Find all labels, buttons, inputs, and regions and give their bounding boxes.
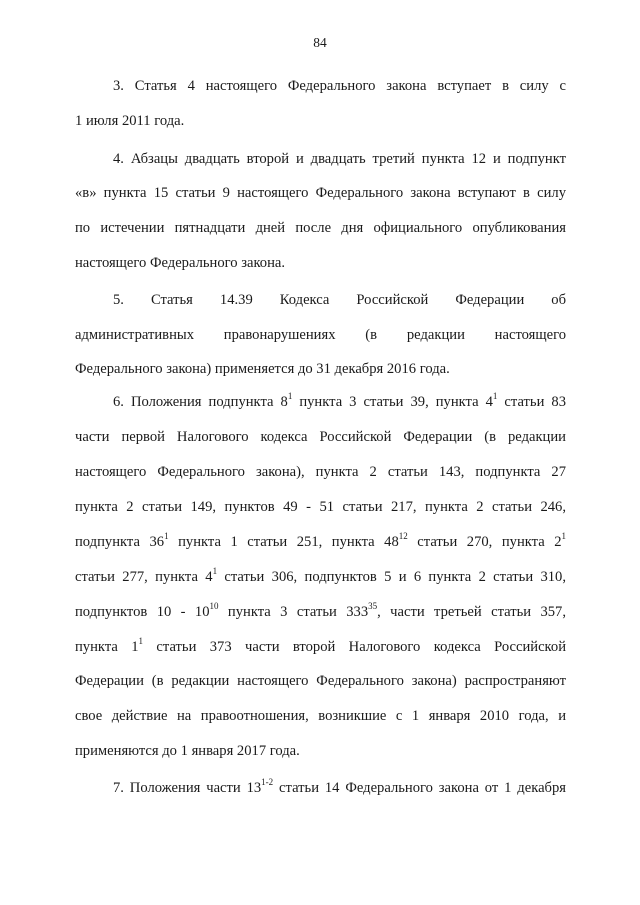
superscript: 10 bbox=[209, 601, 219, 612]
page-number: 84 bbox=[313, 35, 327, 50]
text-segment: пункта 3 статьи 39, пункта 4 bbox=[292, 394, 493, 410]
paragraph-2-line: 4. Абзацы двадцать второй и двадцать третий пункта 12 и подпункт bbox=[113, 151, 566, 167]
text-segment: пункта 1 статьи 251, пункта 48 bbox=[168, 534, 399, 550]
text-segment: статьи 277, пункта 4 bbox=[75, 569, 213, 585]
paragraph-4-line: Федерации (в редакции настоящего Федерального закона) распространяют bbox=[75, 673, 566, 689]
paragraph-1-line: 3. Статья 4 настоящего Федерального закона вступает в силу с bbox=[113, 78, 566, 94]
paragraph-4-line bbox=[113, 392, 566, 412]
paragraph-4-line: пункта 2 статьи 149, пунктов 49 - 51 статьи 217, пункта 2 статьи 246, bbox=[75, 499, 566, 515]
paragraph-4-line bbox=[75, 567, 566, 587]
paragraph-4-line: применяются до 1 января 2017 года. bbox=[75, 743, 300, 759]
text-segment: статьи 306, подпунктов 5 и 6 пункта 2 статьи 310, bbox=[217, 569, 566, 585]
paragraph-4-line bbox=[75, 532, 566, 552]
paragraph-3-line: Федерального закона) применяется до 31 декабря 2016 года. bbox=[75, 361, 450, 377]
text-segment: статьи 373 части второй Налогового кодекса Российской bbox=[143, 639, 567, 655]
text-segment: пункта 3 статьи 333 bbox=[218, 604, 369, 620]
paragraph-4-line: свое действие на правоотношения, возникшие с 1 января 2010 года, и bbox=[75, 708, 566, 724]
text-segment: статьи 14 Федерального закона от 1 декабря bbox=[273, 780, 566, 796]
paragraph-4-line: настоящего Федерального закона), пункта 2 статьи 143, подпункта 27 bbox=[75, 464, 566, 480]
paragraph-3-line: административных правонарушениях (в редакции настоящего bbox=[75, 327, 566, 343]
paragraph-3-line: 5. Статья 14.39 Кодекса Российской Федерации об bbox=[113, 292, 566, 308]
superscript: 1 bbox=[561, 531, 567, 542]
paragraph-1-line: 1 июля 2011 года. bbox=[75, 113, 185, 129]
superscript: 1 bbox=[212, 566, 218, 577]
paragraph-4-line bbox=[75, 637, 566, 657]
text-segment: 7. Положения части 13 bbox=[113, 780, 262, 796]
text-segment: пункта 1 bbox=[75, 639, 139, 655]
text-segment: подпункта 36 bbox=[75, 534, 165, 550]
paragraph-2-line: «в» пункта 15 статьи 9 настоящего Федерального закона вступают в силу bbox=[75, 185, 566, 201]
superscript: 35 bbox=[368, 601, 378, 612]
superscript: 1 bbox=[164, 531, 169, 542]
text-segment: статьи 83 bbox=[497, 394, 567, 410]
paragraph-4-line bbox=[75, 602, 566, 622]
paragraph-2-line: настоящего Федерального закона. bbox=[75, 255, 286, 271]
paragraph-5-line bbox=[113, 778, 566, 798]
paragraph-2-line: по истечении пятнадцати дней после дня официального опубликования bbox=[75, 220, 566, 236]
text-segment: , части третьей статьи 357, bbox=[377, 604, 566, 620]
superscript: 12 bbox=[398, 531, 408, 542]
text-segment: подпунктов 10 - 10 bbox=[75, 604, 210, 620]
superscript: 1 bbox=[492, 391, 498, 402]
superscript: 1 bbox=[287, 391, 293, 402]
superscript: 1 bbox=[138, 636, 144, 647]
text-segment: 6. Положения подпункта 8 bbox=[113, 394, 288, 410]
text-segment: статьи 270, пункта 2 bbox=[407, 534, 562, 550]
paragraph-4-line: части первой Налогового кодекса Российской Федерации (в редакции bbox=[75, 429, 566, 445]
superscript: 1-2 bbox=[261, 777, 274, 788]
